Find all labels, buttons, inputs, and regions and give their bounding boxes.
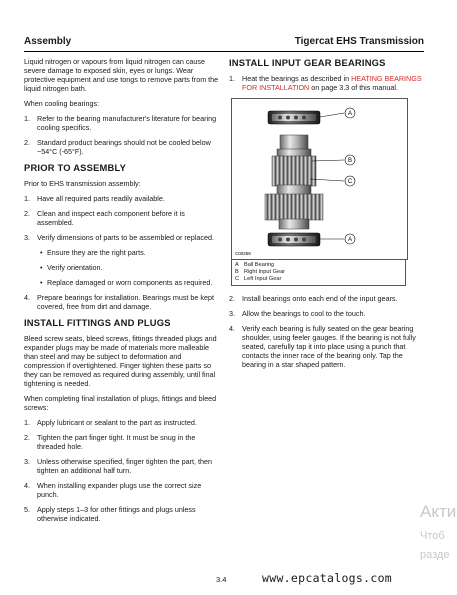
step-text: Unless otherwise specified, finger tighten the part, then tighten an additional half turn. — [37, 457, 212, 475]
page-number: 3.4 — [216, 575, 227, 584]
figure-legend — [231, 260, 406, 286]
prior-lead: Prior to EHS transmission assembly: — [24, 179, 141, 188]
list-item — [229, 74, 424, 92]
step-text: Apply lubricant or sealant to the part as instructed. — [37, 418, 197, 427]
step-text: Standard product bearings should not be cooled below −54°C (-65°F). — [37, 138, 211, 156]
callout-a-top — [345, 108, 355, 118]
step-text: Refer to the bearing manufacturer's literature for bearing cooling specifics. — [37, 114, 217, 132]
input-gear-shaft — [265, 135, 323, 229]
legend-key: C — [235, 276, 240, 282]
footer-url: www.epcatalogs.com — [262, 571, 393, 585]
step-text: Apply steps 1–3 for other fittings and plugs unless otherwise indicated. — [37, 505, 196, 523]
step-text: When installing expander plugs use the correct size punch. — [37, 481, 202, 499]
legend-key: B — [235, 269, 239, 275]
legend-item — [235, 276, 402, 283]
list-item — [24, 114, 220, 132]
callout-label: C — [347, 179, 353, 186]
legend-item — [235, 262, 402, 269]
step-number: 4. — [229, 324, 235, 333]
step-number: 3. — [24, 233, 30, 242]
step-text: Tighten the part finger tight. It must be snug in the threaded hole. — [37, 433, 196, 451]
step-number: 3. — [24, 457, 30, 466]
header-right: Tigercat EHS Transmission — [294, 36, 424, 47]
input-gear-illustration — [232, 99, 407, 259]
fittings-lead: When completing final installation of plugs, fittings and bleed screws: — [24, 394, 217, 412]
cooling-lead: When cooling bearings: — [24, 99, 100, 108]
step-number: 4. — [24, 481, 30, 490]
step-text-pre: Heat the bearings as described in — [242, 74, 352, 83]
list-item — [24, 505, 220, 523]
bullet-text: Verify orientation. — [47, 263, 103, 272]
step-text: Have all required parts readily available. — [37, 194, 165, 203]
watermark-line-1: Акти — [420, 502, 457, 521]
bullet-icon: • — [40, 278, 43, 287]
list-item — [24, 418, 220, 427]
step-text: Prepare bearings for installation. Bearings must be kept covered, free from dirt and damage. — [37, 293, 214, 311]
callout-label: A — [347, 111, 353, 118]
list-item — [24, 138, 220, 156]
top-bearing — [268, 111, 320, 124]
step-number: 1. — [24, 114, 30, 123]
install-input-gear-bearings-heading: INSTALL INPUT GEAR BEARINGS — [229, 57, 386, 68]
step-number: 3. — [229, 309, 235, 318]
list-item — [229, 294, 424, 303]
list-item — [24, 293, 220, 311]
watermark-line-2: Чтоб — [420, 530, 445, 542]
watermark-line-3: разде — [420, 549, 450, 561]
step-number: 2. — [229, 294, 235, 303]
bullet-icon: • — [40, 248, 43, 257]
step-number: 1. — [24, 194, 30, 203]
legend-text: Left Input Gear — [244, 276, 282, 282]
prior-to-assembly-heading: PRIOR TO ASSEMBLY — [24, 162, 127, 173]
callout-label: B — [347, 158, 353, 165]
bullet-item — [37, 278, 220, 287]
legend-text: Right Input Gear — [244, 269, 286, 275]
step-text: Install bearings onto each end of the input gears. — [242, 294, 398, 303]
list-item — [24, 457, 220, 475]
fittings-intro: Bleed screw seats, bleed screws, fittings threaded plugs and expander plugs may be made of materials more malleable than steel and may be subject to deformation and compression if overtightened. Finger tighten these parts so they can be removed as required during assembly, until final tightening is needed. — [24, 334, 217, 388]
list-item — [24, 194, 220, 203]
step-number: 2. — [24, 138, 30, 147]
bullet-item — [37, 263, 220, 272]
list-item — [24, 233, 220, 242]
legend-key: A — [235, 262, 239, 268]
list-item — [24, 433, 220, 451]
step-text-post: on page 3.3 of this manual. — [309, 83, 398, 92]
step-text — [242, 74, 424, 92]
step-text: Verify each bearing is fully seated on the gear bearing shoulder, using feeler gauges. If the bearing is not fully seated, carefully tap it into place using a punch that contacts the inner race of the bearing only. Tap the bearing in a star shaped pattern. — [242, 324, 416, 369]
step-text: Allow the bearings to cool to the touch. — [242, 309, 366, 318]
callout-c — [345, 176, 355, 186]
heating-bearings-link[interactable]: HEATING BEARINGS FOR INSTALLATION — [242, 74, 422, 92]
list-item — [24, 481, 220, 499]
bullet-icon: • — [40, 263, 43, 272]
bullet-text: Replace damaged or worn components as required. — [47, 278, 213, 287]
bullet-item — [37, 248, 220, 257]
nitrogen-warning: Liquid nitrogen or vapours from liquid nitrogen can cause severe damage to exposed skin, eyes or lungs. Wear protective equipment and use tongs to remove parts from the liquid nitrogen bath. — [24, 57, 219, 93]
step-number: 4. — [24, 293, 30, 302]
header-left: Assembly — [24, 36, 72, 47]
legend-text: Ball Bearing — [244, 262, 275, 268]
install-fittings-heading: INSTALL FITTINGS AND PLUGS — [24, 317, 171, 328]
header-rule — [24, 51, 424, 52]
legend-item — [235, 269, 402, 276]
callout-b — [345, 155, 355, 165]
bullet-text: Ensure they are the right parts. — [47, 248, 146, 257]
step-text: Clean and inspect each component before it is assembled. — [37, 209, 185, 227]
callout-a-bottom — [345, 234, 355, 244]
list-item — [229, 324, 424, 369]
figure-code: C00258 — [235, 251, 251, 256]
list-item — [24, 209, 220, 227]
step-number: 1. — [229, 74, 235, 83]
left-column — [24, 57, 220, 529]
right-column — [229, 57, 424, 375]
step-number: 1. — [24, 418, 30, 427]
callout-label: A — [347, 237, 353, 244]
list-item — [229, 309, 424, 318]
step-number: 2. — [24, 433, 30, 442]
step-text: Verify dimensions of parts to be assembled or replaced. — [37, 233, 214, 242]
step-number: 2. — [24, 209, 30, 218]
bottom-bearing — [268, 233, 320, 246]
step-number: 5. — [24, 505, 30, 514]
input-gear-figure — [231, 98, 408, 260]
